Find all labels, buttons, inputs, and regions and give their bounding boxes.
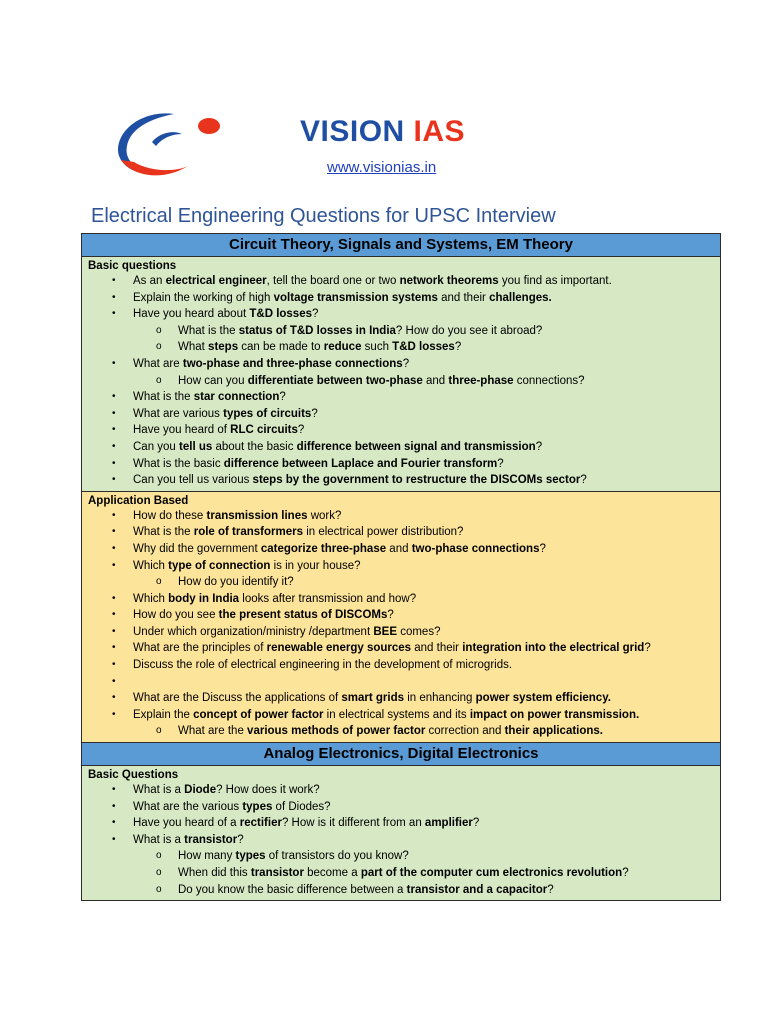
- question-block: [82, 492, 720, 743]
- bullet-icon: •: [112, 559, 116, 571]
- block-title: Application Based: [88, 494, 189, 507]
- bullet-icon: •: [112, 457, 116, 469]
- section-header: Circuit Theory, Signals and Systems, EM Theory: [82, 234, 720, 257]
- question-text: What is the star connection?: [133, 391, 286, 404]
- question-item: [88, 407, 714, 424]
- question-text: Which body in India looks after transmission and how?: [133, 592, 417, 605]
- question-item: [88, 542, 714, 559]
- sub-question-item: [88, 724, 714, 741]
- question-item: [88, 625, 714, 642]
- question-item: [88, 274, 714, 291]
- question-text: Can you tell us about the basic difference between signal and transmission?: [133, 440, 543, 453]
- block-title: Basic Questions: [88, 769, 179, 782]
- question-text: What is the status of T&D losses in India? How do you see it abroad?: [178, 324, 543, 337]
- question-item: [88, 559, 714, 576]
- bullet-icon: •: [112, 609, 116, 621]
- question-text: What are the principles of renewable energy sources and their integration into the electrical grid?: [133, 642, 651, 655]
- bullet-icon: •: [112, 542, 116, 554]
- bullet-icon: •: [112, 592, 116, 604]
- question-text: As an electrical engineer, tell the board one or two network theorems you find as important.: [133, 275, 612, 287]
- question-text: What are two-phase and three-phase connections?: [133, 357, 410, 370]
- sub-bullet-icon: o: [156, 374, 162, 386]
- bullet-icon: •: [112, 659, 116, 671]
- website-link[interactable]: www.visionias.in: [327, 159, 437, 176]
- bullet-icon: •: [112, 800, 116, 812]
- brand-vision: VISION: [300, 115, 405, 148]
- question-text: How can you differentiate between two-phase and three-phase connections?: [178, 374, 585, 387]
- question-item: [88, 641, 714, 658]
- question-text: What is the role of transformers in electrical power distribution?: [133, 526, 464, 539]
- question-text: What is the basic difference between Laplace and Fourier transform?: [133, 457, 504, 470]
- question-block: [82, 257, 720, 492]
- bullet-icon: •: [112, 357, 116, 369]
- brand-name: [300, 115, 465, 149]
- block-title: Basic questions: [88, 260, 177, 272]
- question-item: [88, 357, 714, 374]
- sub-question-item: [88, 883, 714, 900]
- bullet-icon: •: [112, 625, 116, 637]
- question-text: What is a transistor?: [133, 833, 244, 846]
- sub-question-item: [88, 849, 714, 866]
- question-item: [88, 457, 714, 474]
- question-text: Can you tell us various steps by the government to restructure the DISCOMs sector?: [133, 474, 587, 487]
- question-text: How do you identify it?: [178, 576, 294, 589]
- question-item: [88, 816, 714, 833]
- question-text: What is a Diode? How does it work?: [133, 784, 320, 797]
- sub-bullet-icon: o: [156, 341, 162, 353]
- bullet-icon: •: [112, 391, 116, 403]
- bullet-icon: •: [112, 708, 116, 720]
- question-item: [88, 473, 714, 490]
- question-item: [88, 708, 714, 725]
- sub-question-item: [88, 866, 714, 883]
- questions-table: [81, 233, 721, 901]
- bullet-icon: •: [112, 509, 116, 521]
- question-item: [88, 525, 714, 542]
- sub-bullet-icon: o: [156, 324, 162, 336]
- sub-bullet-icon: o: [156, 867, 162, 878]
- question-item: [88, 658, 714, 675]
- sub-bullet-icon: o: [156, 883, 162, 895]
- question-item: [88, 291, 714, 308]
- question-text: Explain the working of high voltage transmission systems and their challenges.: [133, 291, 552, 304]
- question-text: How do you see the present status of DISCOMs?: [133, 609, 394, 622]
- bullet-icon: •: [112, 291, 116, 303]
- bullet-icon: •: [112, 642, 116, 654]
- question-item: [88, 390, 714, 407]
- question-item: [88, 783, 714, 800]
- question-item: [88, 423, 714, 440]
- question-text: What are the various methods of power factor correction and their applications.: [178, 725, 604, 738]
- question-text: What steps can be made to reduce such T&D losses?: [178, 341, 462, 354]
- bullet-icon: •: [112, 526, 116, 538]
- sub-question-item: [88, 340, 714, 357]
- sub-question-item: [88, 575, 714, 592]
- question-item: [88, 608, 714, 625]
- sub-bullet-icon: o: [156, 576, 162, 588]
- question-text: Why did the government categorize three-phase and two-phase connections?: [133, 542, 546, 555]
- bullet-icon: •: [112, 474, 116, 486]
- question-item: [88, 509, 714, 526]
- bullet-icon: •: [112, 675, 116, 687]
- question-text: Have you heard about T&D losses?: [133, 308, 319, 321]
- question-text: What are the various types of Diodes?: [133, 800, 331, 813]
- question-text: Do you know the basic difference between a transistor and a capacitor?: [178, 883, 554, 896]
- bullet-icon: •: [112, 692, 116, 704]
- question-text: How many types of transistors do you know?: [178, 850, 409, 863]
- bullet-icon: •: [112, 407, 116, 419]
- question-text: Have you heard of a rectifier? How is it different from an amplifier?: [133, 817, 480, 830]
- bullet-icon: •: [112, 308, 116, 320]
- document-title: Electrical Engineering Questions for UPSC Interview: [91, 205, 556, 227]
- question-text: Have you heard of RLC circuits?: [133, 424, 305, 437]
- question-text: When did this transistor become a part of the computer cum electronics revolution?: [178, 867, 629, 879]
- sub-bullet-icon: o: [156, 725, 162, 737]
- question-text: Explain the concept of power factor in electrical systems and its impact on power transmission.: [133, 708, 640, 721]
- question-item: [88, 592, 714, 609]
- question-item: [88, 800, 714, 817]
- question-item: [88, 440, 714, 457]
- question-block: [82, 766, 720, 900]
- bullet-icon: •: [112, 817, 116, 829]
- bullet-icon: •: [112, 833, 116, 845]
- bullet-icon: •: [112, 784, 116, 796]
- bullet-icon: •: [112, 440, 116, 452]
- vision-ias-logo: [112, 106, 232, 184]
- question-text: Which type of connection is in your house?: [133, 559, 361, 572]
- question-text: What are various types of circuits?: [133, 407, 318, 420]
- sub-bullet-icon: o: [156, 850, 162, 862]
- sub-question-item: [88, 324, 714, 341]
- section-header: Analog Electronics, Digital Electronics: [82, 743, 720, 766]
- bullet-icon: •: [112, 424, 116, 436]
- question-item: [88, 833, 714, 850]
- question-text: Discuss the role of electrical engineering in the development of microgrids.: [133, 659, 513, 672]
- question-item: [88, 307, 714, 324]
- question-text: How do these transmission lines work?: [133, 509, 342, 522]
- question-text: What are the Discuss the applications of smart grids in enhancing power system efficiency.: [133, 692, 611, 705]
- bullet-icon: •: [112, 275, 116, 286]
- question-item: [88, 675, 714, 692]
- question-item: [88, 691, 714, 708]
- brand-ias: IAS: [404, 115, 466, 148]
- question-text: Under which organization/ministry /department BEE comes?: [133, 625, 441, 638]
- sub-question-item: [88, 374, 714, 391]
